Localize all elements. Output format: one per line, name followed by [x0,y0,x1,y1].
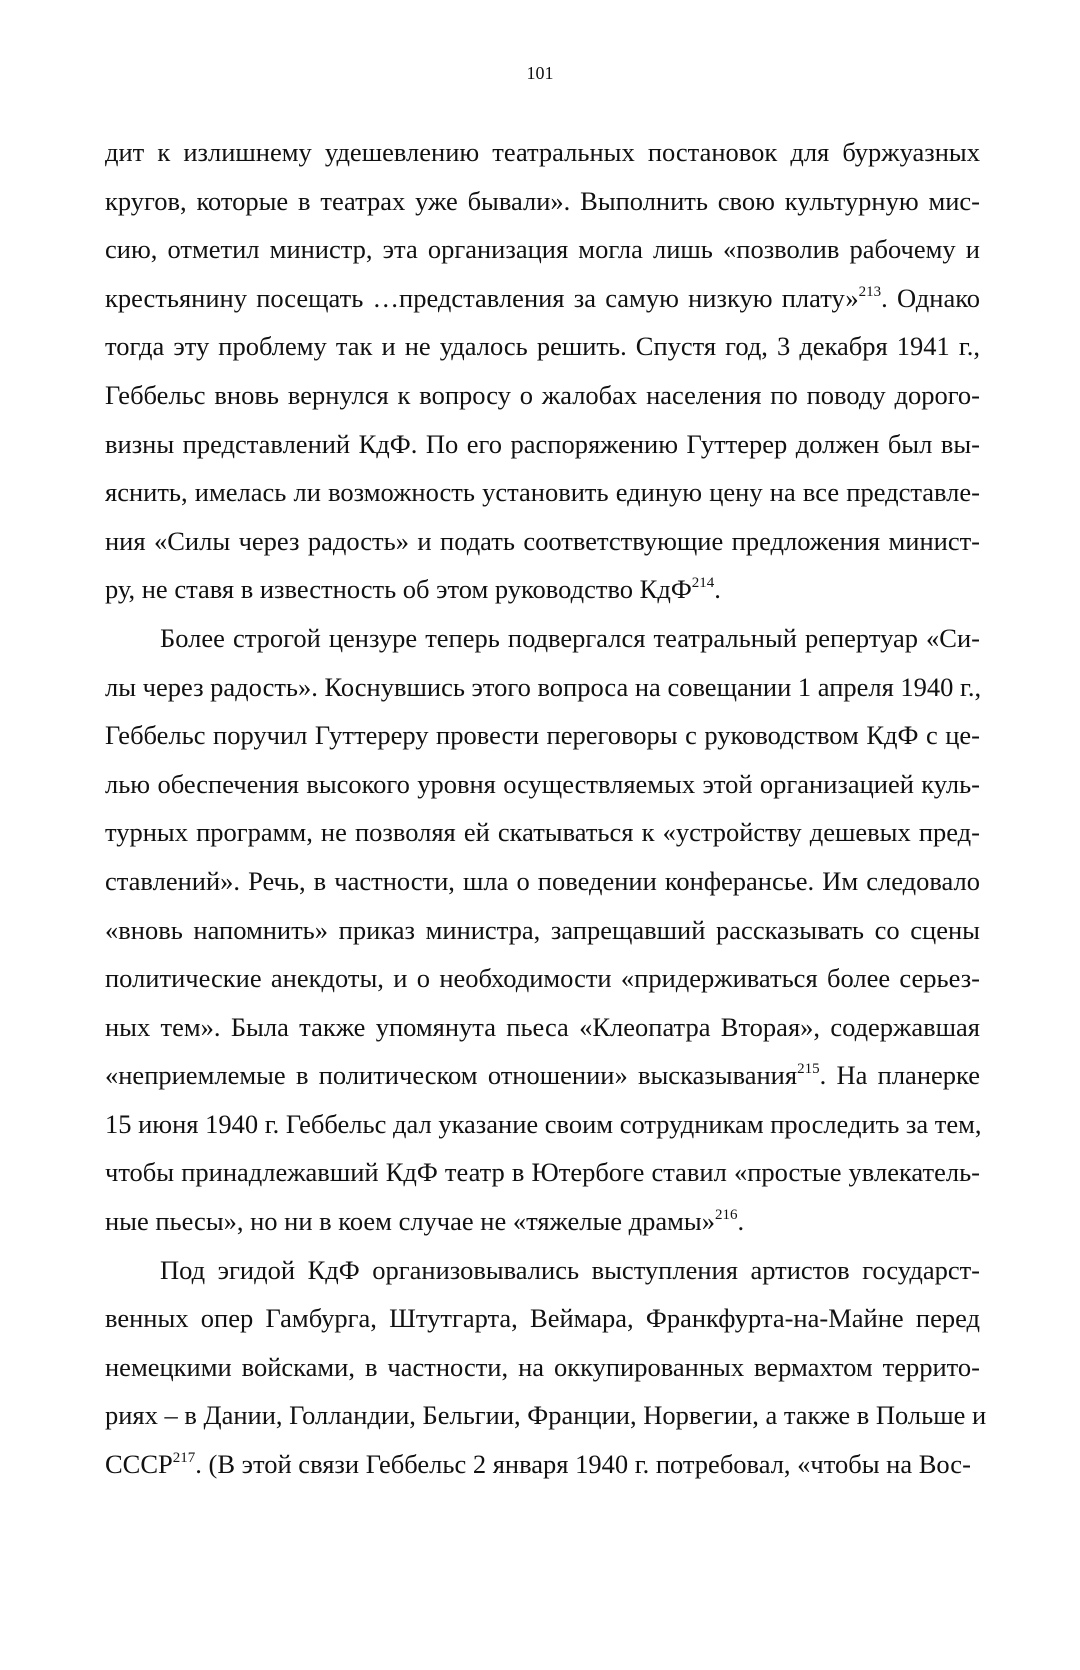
text-segment: Под эгидой КдФ организовывались выступления артистов государст- [160,1254,980,1285]
text-line [105,1100,980,1149]
text-line [105,808,980,857]
text-line [105,420,980,469]
text-segment: . [714,574,721,605]
footnote-reference: 213 [858,283,882,300]
text-segment: сию, отметил министр, эта организация могла лишь «позволив рабочему и [105,234,980,265]
footnote-reference: 214 [691,575,715,592]
text-line [105,1440,980,1489]
text-segment: лы через радость». Коснувшись этого вопроса на совещании 1 апреля 1940 г., [105,671,982,702]
text-segment: риях – в Дании, Голландии, Бельгии, Франции, Норвегии, а также в Польше и [105,1400,987,1431]
text-segment: Геббельс вновь вернулся к вопросу о жалобах населения по поводу дорого- [105,379,980,410]
text-segment: ставлений». Речь, в частности, шла о поведении конферансье. Им следовало [105,865,980,896]
text-segment: дит к излишнему удешевлению театральных постановок для буржуазных [105,137,980,167]
text-segment: турных программ, не позволяя ей скатываться к «устройству дешевых пред- [105,817,980,848]
text-line [105,517,980,566]
text-segment: венных опер Гамбурга, Штутгарта, Веймара, Франкфурта-на-Майне перед [105,1303,980,1334]
text-segment: «неприемлемые в политическом отношении» высказывания [105,1060,798,1091]
text-segment: ния «Силы через радость» и подать соответствующие предложения минист- [105,525,980,556]
footnote-reference: 217 [172,1450,196,1467]
text-line [105,1246,980,1295]
text-line [105,1051,980,1100]
text-line [105,1294,980,1343]
text-line [105,177,980,226]
paragraph [105,614,980,1246]
text-segment: визны представлений КдФ. По его распоряжению Гуттерер должен был вы- [105,428,980,459]
text-line [105,468,980,517]
text-line [105,711,980,760]
text-segment: крестьянину посещать …представления за самую низкую плату» [105,282,859,313]
text-segment: . [737,1206,745,1237]
text-line [105,614,980,663]
text-line [105,1003,980,1052]
text-segment: ных тем». Была также упомянута пьеса «Клеопатра Вторая», содержавшая [105,1011,980,1042]
text-line [105,225,980,274]
text-segment: . На планерке [819,1060,980,1091]
text-line [105,1343,980,1392]
text-segment: «вновь напомнить» приказ министра, запрещавший рассказывать со сцены [105,914,980,945]
text-segment: . (В этой связи Геббельс 2 января 1940 г. потребовал, «чтобы на Вос- [195,1449,971,1480]
paragraph [105,1246,987,1489]
text-segment: политические анекдоты, и о необходимости «придерживаться более серьез- [105,963,980,994]
text-line [105,1148,980,1197]
footnote-reference: 215 [797,1061,820,1078]
text-segment: ру, не ставя в известность об этом руководство КдФ [105,574,692,605]
text-segment: ные пьесы», но ни в коем случае не «тяжелые драмы» [105,1206,715,1237]
text-segment: Геббельс поручил Гуттереру провести переговоры с руководством КдФ с це- [105,720,980,751]
text-segment: кругов, которые в театрах уже бывали». Выполнить свою культурную мис- [105,185,980,216]
text-segment: СССР [105,1449,173,1480]
text-line [105,906,980,955]
text-segment: тогда эту проблему так и не удалось решить. Спустя год, 3 декабря 1941 г., [105,331,980,362]
text-line [105,954,980,1003]
text-line [105,274,980,323]
text-line [105,128,980,177]
text-line [105,565,980,614]
text-segment: лью обеспечения высокого уровня осуществляемых этой организацией куль- [105,768,980,799]
text-segment: 15 июня 1940 г. Геббельс дал указание своим сотрудникам проследить за тем, [105,1108,982,1139]
text-segment: Более строгой цензуре теперь подвергался театральный репертуар «Си- [160,622,980,653]
footnote-reference: 216 [714,1207,738,1224]
paragraph [105,128,980,614]
text-line [105,371,980,420]
text-line [105,760,980,809]
text-segment: чтобы принадлежавший КдФ театр в Ютербоге ставил «простые увлекатель- [105,1157,980,1188]
body-text [105,128,987,1489]
text-line [105,1391,987,1440]
text-segment: немецкими войсками, в частности, на оккупированных вермахтом террито- [105,1351,980,1382]
text-line [105,663,980,712]
text-segment: яснить, имелась ли возможность установить единую цену на все представле- [105,477,980,508]
text-line [105,1197,980,1246]
text-segment: . Однако [881,282,980,313]
text-line [105,857,980,906]
text-line [105,322,980,371]
page-number: 101 [526,63,554,83]
